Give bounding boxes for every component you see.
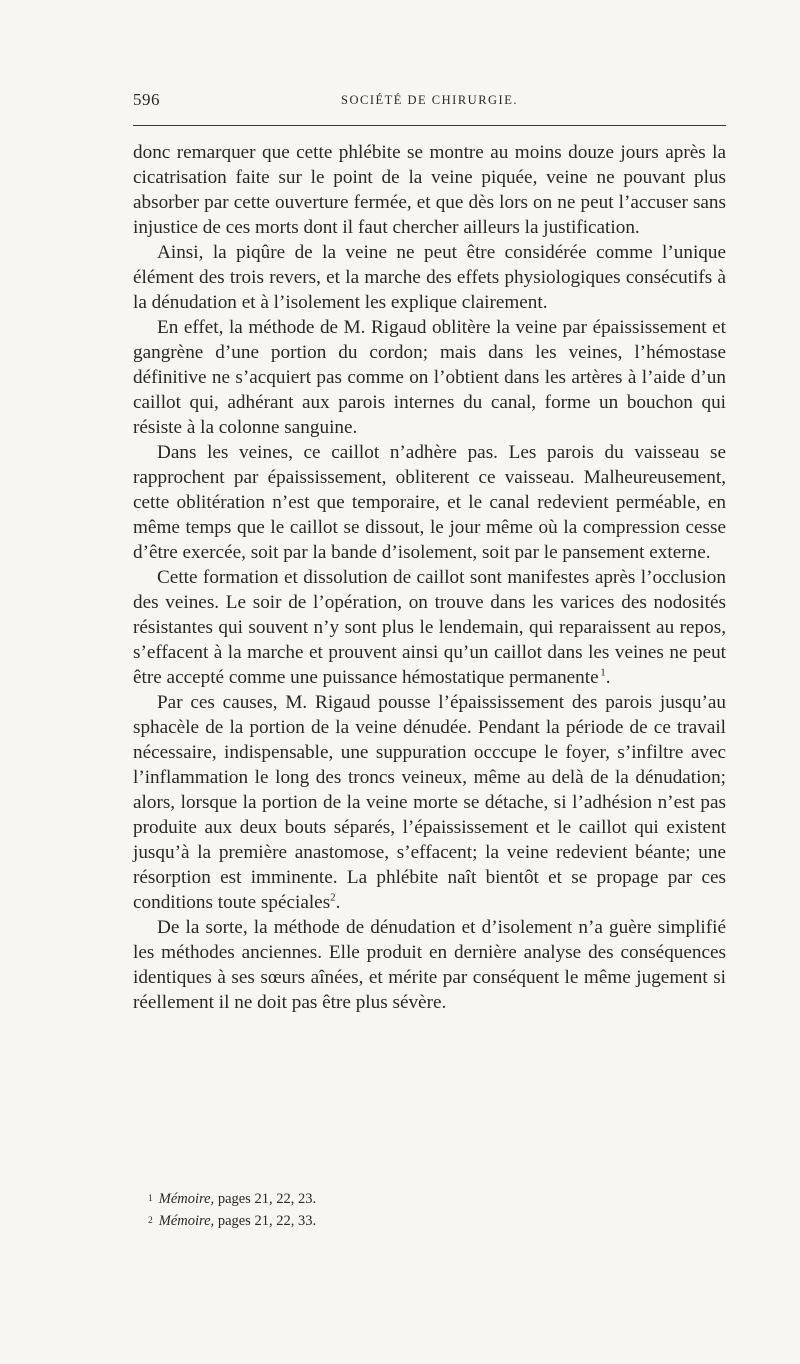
paragraph-6: Par ces causes, M. Rigaud pousse l’épaississement des parois jusqu’au sphacèle de la portion de la veine dénudée. Pendant la période de ce travail nécessaire, indispensable, une suppuration occcupe le foyer, s’infiltre avec l’inflammation le long des troncs veineux, même au delà de la dénudation; alors, lorsque la portion de la veine morte se détache, si l’adhésion n’est pas produite aux deux bouts séparés, l’épaississement et le caillot qui existent jusqu’à la première anastomose, s’effacent; la veine redevient béante; une résorption est imminente. La phlébite naît bientôt et se propage par ces conditions toute spéciales$^2$. <box>133 692 726 913</box>
paragraph-5-text: Cette formation et dissolution de caillot sont manifestes après l’occlusion des veines. Le soir de l’opération, on trouve dans les varices des nodosités résistantes qui souvent n’y sont plus le lendemain, qui reparaissent au repos, s’effacent à la marche et prouvent ainsi qu’un caillot dans les veines ne peut être accepté comme une puissance hémostatique permanente <box>133 567 726 688</box>
footnote-text: pages 21, 22, 23. <box>217 1191 317 1207</box>
paragraph-6-text: Par ces causes, M. Rigaud pousse l’épaississement des parois jusqu’au sphacèle de la portion de la veine dénudée. Pendant la période de ce travail nécessaire, indispensable, une suppuration occcupe le foyer, s’infiltre avec l’inflammation le long des troncs veineux, même au delà de la dénudation; alors, lorsque la portion de la veine morte se détache, si l’adhésion n’est pas produite aux deux bouts séparés, l’épaississement et le caillot qui existent jusqu’à la première anastomose, s’effacent; la veine redevient béante; une résorption est imminente. La phlébite naît bientôt et se propage par ces conditions toute spéciales <box>133 692 726 913</box>
footnote-text: pages 21, 22, 33. <box>217 1213 317 1229</box>
footnote-ref-1: 1 <box>600 666 606 679</box>
footnote-ref-2: 2 <box>330 891 336 904</box>
page-number: 596 <box>133 90 160 109</box>
paragraph-2: Ainsi, la piqûre de la veine ne peut être considérée comme l’unique élément des trois revers, et la marche des effets physiologiques consécutifs à la dénudation et à l’isolement les explique clairement. <box>133 242 726 313</box>
body-text <box>133 140 726 1015</box>
footnote-mark: 1 <box>148 1194 153 1204</box>
paragraph-5: Cette formation et dissolution de caillot sont manifestes après l’occlusion des veines. Le soir de l’opération, on trouve dans les varices des nodosités résistantes qui souvent n’y sont plus le lendemain, qui reparaissent au repos, s’effacent à la marche et prouvent ainsi qu’un caillot dans les veines ne peut être accepté comme une puissance hémostatique permanente $^1$. <box>133 567 726 688</box>
footnote-1 <box>148 1188 708 1210</box>
paragraph-1: donc remarquer que cette phlébite se montre au moins douze jours après la cicatrisation faite sur le point de la veine piquée, veine ne pouvant plus absorber par cette ouverture fermée, et que dès lors on ne peut l’accuser sans injustice de ces morts dont il faut chercher ailleurs la justification. <box>133 142 726 238</box>
footnote-title: Mémoire, <box>158 1191 215 1207</box>
page-header <box>133 90 726 114</box>
footnote-mark: 2 <box>148 1216 153 1226</box>
footnotes <box>148 1188 708 1232</box>
footnote-title: Mémoire, <box>158 1213 215 1229</box>
header-rule <box>133 125 726 126</box>
running-title: SOCIÉTÉ DE CHIRURGIE. <box>341 93 518 107</box>
paragraph-3: En effet, la méthode de M. Rigaud oblitère la veine par épaississement et gangrène d’une portion du cordon; mais dans les veines, l’hémostase définitive ne s’acquiert pas comme on l’obtient dans les artères à l’aide d’un caillot qui, adhérant aux parois internes du canal, forme un bouchon qui résiste à la colonne sanguine. <box>133 317 726 438</box>
paragraph-4: Dans les veines, ce caillot n’adhère pas. Les parois du vaisseau se rapprochent par épaississement, obliterent ce vaisseau. Malheureusement, cette oblitération n’est que temporaire, et le canal redevient perméable, en même temps que le caillot se dissout, le jour même où la compression cesse d’être exercée, soit par la bande d’isolement, soit par le pansement externe. <box>133 442 726 563</box>
paragraph-7: De la sorte, la méthode de dénudation et d’isolement n’a guère simplifié les méthodes anciennes. Elle produit en dernière analyse des conséquences identiques à ses sœurs aînées, et mérite par conséquent le même jugement si réellement il ne doit pas être plus sévère. <box>133 917 726 1013</box>
footnote-2 <box>148 1210 708 1232</box>
